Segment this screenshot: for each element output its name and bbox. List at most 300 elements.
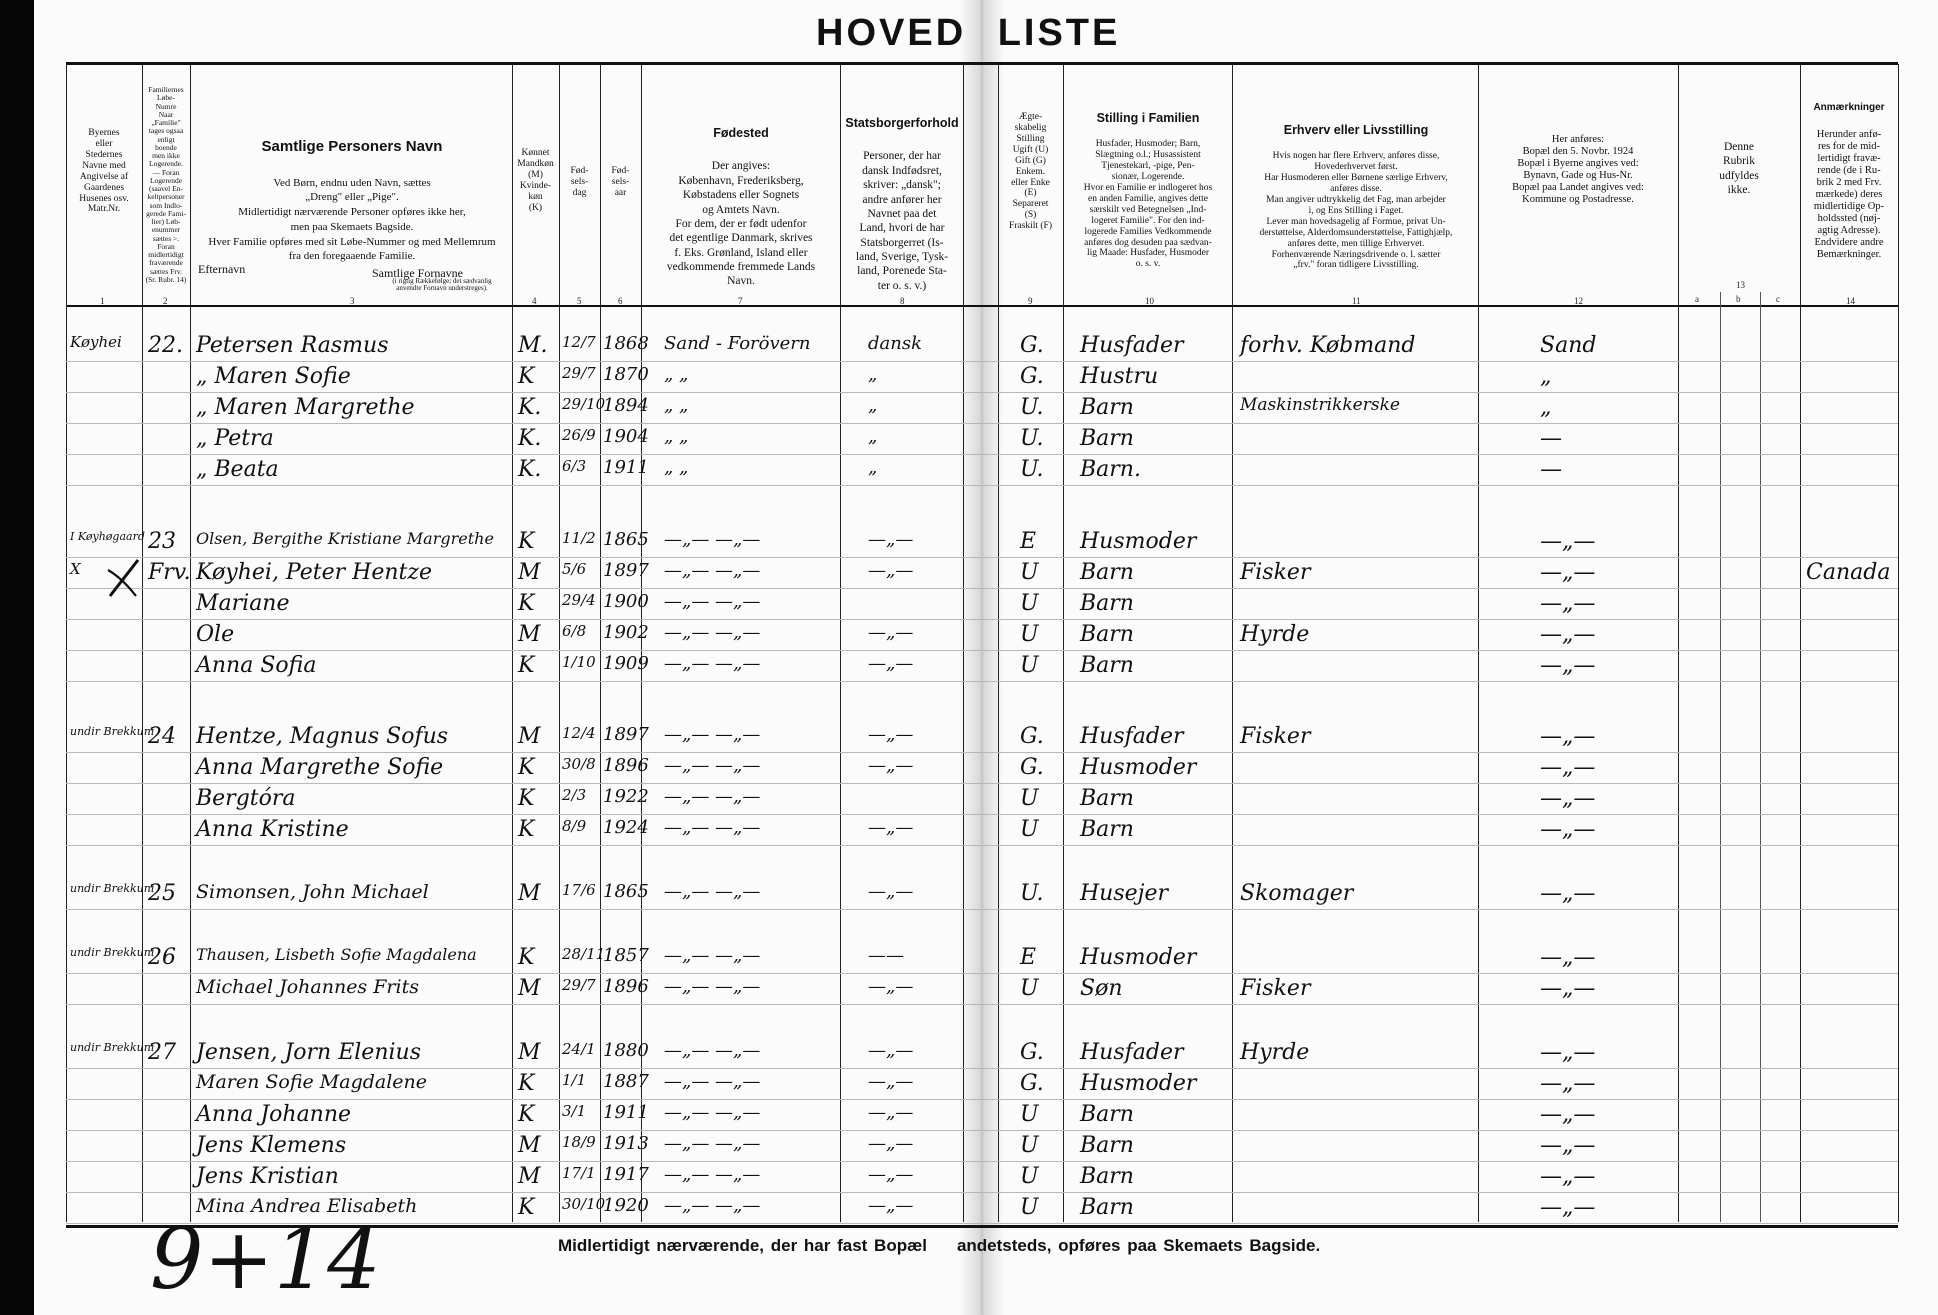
row-rule xyxy=(66,1161,1898,1162)
residence-cell: —„— xyxy=(1540,1133,1596,1158)
birth-day-cell: 8/9 xyxy=(562,817,587,835)
citizenship-cell: —„— xyxy=(868,653,914,674)
row-rule xyxy=(66,681,1898,682)
residence-cell: „ xyxy=(1540,364,1552,389)
residence-cell: —„— xyxy=(1540,1195,1596,1220)
birthplace-cell: „ „ xyxy=(664,395,689,416)
birth-year-cell: 1894 xyxy=(603,395,649,416)
sex-cell: M. xyxy=(518,333,548,358)
birth-year-cell: 1902 xyxy=(603,622,649,643)
birthplace-cell: —„— —„— xyxy=(664,786,761,807)
page-title: HOVED LISTE xyxy=(816,12,1121,54)
header-c11-body: Hvis nogen har flere Erhverv, anføres disse, Hovederhvervet først. Har Husmoderen eller Børnene særlige Erhverv, anføres disse. Man angiver udtrykkelig det Fag, man arbejder i, og Ens Stilling i Faget. Lever man hovedsagelig af Formue, privat Un- derstøttelse, Alderdomsunderstøttelse, Fattighjælp, anføres dette, men tillige Erhvervet. Forhenværende Næringsdrivende o. l. sætter „frv." foran tidligere Livsstilling. xyxy=(1259,151,1453,271)
sex-cell: K xyxy=(518,755,535,780)
birth-year-cell: 1920 xyxy=(603,1195,649,1216)
row-rule xyxy=(66,752,1898,753)
column-number: 9 xyxy=(1028,296,1033,306)
residence-cell: Sand xyxy=(1540,333,1597,358)
sex-cell: K xyxy=(518,1102,535,1127)
residence-cell: — xyxy=(1540,426,1562,451)
birthplace-cell: —„— —„— xyxy=(664,945,761,966)
birthplace-cell: —„— —„— xyxy=(664,724,761,745)
birth-day-cell: 12/4 xyxy=(562,724,596,742)
birthplace-cell: „ „ xyxy=(664,457,689,478)
birthplace-cell: —„— —„— xyxy=(664,560,761,581)
citizenship-cell: dansk xyxy=(868,333,922,354)
sex-cell: M xyxy=(518,560,541,585)
marital-status-cell: U xyxy=(1020,1133,1039,1158)
column-number: 8 xyxy=(900,296,905,306)
person-name-cell: „ Maren Sofie xyxy=(196,364,351,389)
birth-year-cell: 1917 xyxy=(603,1164,649,1185)
birthplace-cell: „ „ xyxy=(664,426,689,447)
sex-cell: K xyxy=(518,529,535,554)
strike-mark xyxy=(104,556,142,600)
col-line xyxy=(840,64,841,1222)
citizenship-cell: „ xyxy=(868,364,878,385)
row-rule xyxy=(66,361,1898,362)
col-line xyxy=(559,64,560,1222)
person-name-cell: „ Beata xyxy=(196,457,279,482)
birth-year-cell: 1897 xyxy=(603,724,649,745)
birth-day-cell: 6/8 xyxy=(562,622,587,640)
sex-cell: K xyxy=(518,653,535,678)
col-line xyxy=(512,64,513,1222)
family-role-cell: Husfader xyxy=(1080,1040,1184,1065)
person-name-cell: Anna Margrethe Sofie xyxy=(196,755,444,780)
marital-status-cell: U xyxy=(1020,786,1039,811)
person-name-cell: „ Maren Margrethe xyxy=(196,395,415,420)
person-name-cell: Jensen, Jorn Elenius xyxy=(196,1040,421,1065)
family-role-cell: Husfader xyxy=(1080,333,1184,358)
header-c3-title: Samtlige Personers Navn xyxy=(261,138,443,156)
row-rule xyxy=(66,814,1898,815)
birthplace-cell: —„— —„— xyxy=(664,1195,761,1216)
row-rule xyxy=(66,423,1898,424)
person-name-cell: Hentze, Magnus Sofus xyxy=(196,724,449,749)
person-name-cell: Bergtóra xyxy=(196,786,296,811)
person-name-cell: Jens Klemens xyxy=(196,1133,347,1158)
family-role-cell: Husmoder xyxy=(1080,529,1197,554)
column-number: 12 xyxy=(1574,296,1583,306)
header-c2: Familiernes Løbe- Numre Naar „Familie" tages ogsaa enligt boende men ikke Logerende. — Foran Logerende (saavel En- keltpersoner som Indlo- gerede Fami- lier) Løb- enummer sættes >. Foran midlertidigt fraværende sættes Frv. (Sr. Rubr. 14) xyxy=(145,85,187,284)
family-role-cell: Husfader xyxy=(1080,724,1184,749)
header-c3 xyxy=(196,124,508,264)
col-line xyxy=(600,64,601,1222)
col-line xyxy=(1800,64,1801,1222)
place-cell: Køyhei xyxy=(70,333,122,351)
citizenship-cell: —„— xyxy=(868,529,914,550)
column-number: 6 xyxy=(618,296,623,306)
family-role-cell: Barn xyxy=(1080,591,1134,616)
birth-day-cell: 28/11 xyxy=(562,945,606,963)
header-c3-body: Ved Børn, endnu uden Navn, sættes „Dreng" eller „Pige". Midlertidigt nærværende Personer opføres ikke her, men paa Skemaets Bagside. Hver Familie opføres med sit Løbe-Nummer og med Mellemrum fra den foregaaende Familie. xyxy=(208,176,496,263)
birth-year-cell: 1913 xyxy=(603,1133,649,1154)
marital-status-cell: G. xyxy=(1020,755,1044,780)
footer-left: Midlertidigt nærværende, der har fast Bopæl xyxy=(558,1236,927,1255)
sex-cell: M xyxy=(518,976,541,1001)
marital-status-cell: U xyxy=(1020,653,1039,678)
person-name-cell: Anna Johanne xyxy=(196,1102,352,1127)
marital-status-cell: E xyxy=(1020,529,1037,554)
family-role-cell: Barn. xyxy=(1080,457,1141,482)
sex-cell: M xyxy=(518,1133,541,1158)
birth-day-cell: 30/8 xyxy=(562,755,596,773)
birth-year-cell: 1909 xyxy=(603,653,649,674)
col-line xyxy=(66,64,67,1222)
birth-year-cell: 1857 xyxy=(603,945,649,966)
birth-day-cell: 11/2 xyxy=(562,529,596,547)
occupation-cell: Fisker xyxy=(1240,724,1311,749)
residence-cell: —„— xyxy=(1540,560,1596,585)
marital-status-cell: E xyxy=(1020,945,1037,970)
marital-status-cell: U xyxy=(1020,591,1039,616)
occupation-cell: forhv. Købmand xyxy=(1240,333,1416,358)
birth-year-cell: 1887 xyxy=(603,1071,649,1092)
family-role-cell: Barn xyxy=(1080,653,1134,678)
col-line xyxy=(1760,292,1761,1222)
person-name-cell: Thausen, Lisbeth Sofie Magdalena xyxy=(196,945,477,964)
header-c12: Her anføres: Bopæl den 5. Novbr. 1924 Bopæl i Byerne angives ved: Bynavn, Gade og Hus-Nr. Bopæl paa Landet angives ved: Kommune og Postadresse. xyxy=(1512,134,1644,206)
column-number: 7 xyxy=(738,296,743,306)
marital-status-cell: U xyxy=(1020,1195,1039,1220)
header-c13-a: a xyxy=(1695,294,1699,304)
family-role-cell: Søn xyxy=(1080,976,1123,1001)
citizenship-cell: —„— xyxy=(868,1071,914,1092)
birth-day-cell: 29/7 xyxy=(562,364,596,382)
column-number: 5 xyxy=(577,296,582,306)
header-c3-note: (i rigtig Rækkefølge; det sædvanlig anvendte Fornavn understreges). xyxy=(392,277,492,293)
residence-cell: —„— xyxy=(1540,591,1596,616)
citizenship-cell: —„— xyxy=(868,1102,914,1123)
header-c11-title: Erhverv eller Livsstilling xyxy=(1283,122,1429,137)
birth-day-cell: 5/6 xyxy=(562,560,587,578)
citizenship-cell: —„— xyxy=(868,817,914,838)
citizenship-cell: —„— xyxy=(868,755,914,776)
row-rule xyxy=(66,1099,1898,1100)
header-c11 xyxy=(1236,112,1476,271)
family-role-cell: Barn xyxy=(1080,817,1134,842)
header-c3-efternavn: Efternavn xyxy=(198,262,246,276)
row-rule xyxy=(66,588,1898,589)
residence-cell: —„— xyxy=(1540,724,1596,749)
birthplace-cell: —„— —„— xyxy=(664,817,761,838)
row-rule xyxy=(66,485,1898,486)
family-role-cell: Husmoder xyxy=(1080,755,1197,780)
person-name-cell: Anna Sofia xyxy=(196,653,317,678)
sex-cell: M xyxy=(518,881,541,906)
family-role-cell: Barn xyxy=(1080,1164,1134,1189)
family-role-cell: Barn xyxy=(1080,1102,1134,1127)
column-number: 14 xyxy=(1846,296,1855,306)
family-number-cell: 26 xyxy=(148,945,176,970)
family-role-cell: Husejer xyxy=(1080,881,1169,906)
col-line xyxy=(190,64,191,1222)
column-number: 2 xyxy=(163,296,168,306)
family-role-cell: Husmoder xyxy=(1080,945,1197,970)
residence-cell: —„— xyxy=(1540,1164,1596,1189)
place-cell: undir Brekkuni xyxy=(70,946,155,959)
residence-cell: „ xyxy=(1540,395,1552,420)
col-line xyxy=(1678,64,1679,1222)
header-c8 xyxy=(843,102,961,293)
header-c13: Denne Rubrik udfyldes ikke. xyxy=(1719,141,1759,197)
header-c14-body: Herunder anfø- res for de mid- lertidigt fravæ- rende (de i Ru- brik 2 med Frv. mærkede) deres midlertidige Op- holdssted (nøj- agtig Adresse). Endvidere andre Bemærkninger. xyxy=(1813,128,1885,261)
row-rule xyxy=(66,1068,1898,1069)
person-name-cell: Olsen, Bergithe Kristiane Margrethe xyxy=(196,529,494,548)
row-rule xyxy=(66,845,1898,846)
birth-day-cell: 12/7 xyxy=(562,333,596,351)
column-number: 11 xyxy=(1352,296,1361,306)
sex-cell: M xyxy=(518,1164,541,1189)
birth-year-cell: 1897 xyxy=(603,560,649,581)
family-role-cell: Barn xyxy=(1080,395,1134,420)
birthplace-cell: —„— —„— xyxy=(664,976,761,997)
family-role-cell: Barn xyxy=(1080,1195,1134,1220)
sex-cell: M xyxy=(518,1040,541,1065)
citizenship-cell: —„— xyxy=(868,622,914,643)
citizenship-cell: —„— xyxy=(868,976,914,997)
residence-cell: —„— xyxy=(1540,622,1596,647)
birthplace-cell: Sand - Forövern xyxy=(664,333,811,354)
family-role-cell: Barn xyxy=(1080,426,1134,451)
family-role-cell: Husmoder xyxy=(1080,1071,1197,1096)
birth-year-cell: 1922 xyxy=(603,786,649,807)
family-role-cell: Barn xyxy=(1080,786,1134,811)
col-line xyxy=(1063,64,1064,1222)
col-line xyxy=(1720,292,1721,1222)
residence-cell: —„— xyxy=(1540,1040,1596,1065)
birth-day-cell: 3/1 xyxy=(562,1102,587,1120)
marital-status-cell: U. xyxy=(1020,395,1044,420)
header-c4: Kønnet Mandkøn (M) Kvinde- køn (K) xyxy=(517,148,554,213)
col-line xyxy=(1898,64,1899,1222)
row-rule xyxy=(66,619,1898,620)
birthplace-cell: —„— —„— xyxy=(664,755,761,776)
header-c13-b: b xyxy=(1736,294,1741,304)
birth-day-cell: 26/9 xyxy=(562,426,596,444)
residence-cell: —„— xyxy=(1540,755,1596,780)
sex-cell: K. xyxy=(518,457,542,482)
place-cell: X xyxy=(70,560,81,578)
occupation-cell: Maskinstrikkerske xyxy=(1240,395,1400,415)
marital-status-cell: U xyxy=(1020,1102,1039,1127)
birthplace-cell: „ „ xyxy=(664,364,689,385)
birth-day-cell: 29/10 xyxy=(562,395,606,413)
birth-year-cell: 1868 xyxy=(603,333,649,354)
row-rule xyxy=(66,1130,1898,1131)
row-rule xyxy=(66,909,1898,910)
citizenship-cell: „ xyxy=(868,426,878,447)
header-c10-title: Stilling i Familien xyxy=(1096,110,1200,125)
birth-year-cell: 1900 xyxy=(603,591,649,612)
sex-cell: K. xyxy=(518,395,542,420)
occupation-cell: Hyrde xyxy=(1240,1040,1310,1065)
birth-day-cell: 29/7 xyxy=(562,976,596,994)
family-number-cell: 22. xyxy=(148,333,183,358)
residence-cell: —„— xyxy=(1540,529,1596,554)
citizenship-cell: —— xyxy=(868,945,904,966)
page-number: 9+14 xyxy=(150,1210,381,1308)
marital-status-cell: U. xyxy=(1020,426,1044,451)
place-cell: undir Brekkuni xyxy=(70,882,155,895)
family-number-cell: 27 xyxy=(148,1040,176,1065)
occupation-cell: Fisker xyxy=(1240,976,1311,1001)
birthplace-cell: —„— —„— xyxy=(664,591,761,612)
birth-day-cell: 17/1 xyxy=(562,1164,596,1182)
birthplace-cell: —„— —„— xyxy=(664,529,761,550)
header-c10 xyxy=(1066,100,1230,270)
occupation-cell: Skomager xyxy=(1240,881,1354,906)
birth-day-cell: 1/10 xyxy=(562,653,596,671)
birth-day-cell: 17/6 xyxy=(562,881,596,899)
citizenship-cell: „ xyxy=(868,457,878,478)
header-c7 xyxy=(646,112,836,289)
citizenship-cell: —„— xyxy=(868,560,914,581)
row-rule xyxy=(66,557,1898,558)
family-role-cell: Barn xyxy=(1080,560,1134,585)
place-cell: undir Brekkuni xyxy=(70,1041,155,1054)
marital-status-cell: U xyxy=(1020,976,1039,1001)
citizenship-cell: —„— xyxy=(868,881,914,902)
citizenship-cell: —„— xyxy=(868,1133,914,1154)
person-name-cell: Køyhei, Peter Hentze xyxy=(196,560,432,585)
birth-year-cell: 1865 xyxy=(603,881,649,902)
header-c1: Byernes eller Stedernes Navne med Angivelse af Gaardenes Husenes osv. Matr.Nr. xyxy=(79,128,129,215)
marital-status-cell: U xyxy=(1020,1164,1039,1189)
header-c7-title: Fødested xyxy=(713,126,769,141)
header-c14-title: Anmærkninger xyxy=(1813,102,1885,114)
birthplace-cell: —„— —„— xyxy=(664,653,761,674)
birth-year-cell: 1911 xyxy=(603,1102,649,1123)
row-rule xyxy=(66,454,1898,455)
marital-status-cell: G. xyxy=(1020,1071,1044,1096)
sex-cell: M xyxy=(518,724,541,749)
birthplace-cell: —„— —„— xyxy=(664,1040,761,1061)
birthplace-cell: —„— —„— xyxy=(664,1102,761,1123)
marital-status-cell: G. xyxy=(1020,1040,1044,1065)
birthplace-cell: —„— —„— xyxy=(664,881,761,902)
birth-year-cell: 1880 xyxy=(603,1040,649,1061)
birth-year-cell: 1911 xyxy=(603,457,649,478)
marital-status-cell: G. xyxy=(1020,364,1044,389)
residence-cell: —„— xyxy=(1540,976,1596,1001)
residence-cell: —„— xyxy=(1540,786,1596,811)
header-divider xyxy=(66,305,1898,307)
marital-status-cell: U. xyxy=(1020,881,1044,906)
family-role-cell: Barn xyxy=(1080,1133,1134,1158)
person-name-cell: Michael Johannes Frits xyxy=(196,976,419,998)
row-rule xyxy=(66,1004,1898,1005)
family-role-cell: Barn xyxy=(1080,622,1134,647)
birthplace-cell: —„— —„— xyxy=(664,1071,761,1092)
marital-status-cell: U xyxy=(1020,560,1039,585)
family-number-cell: Frv. xyxy=(148,560,191,585)
family-role-cell: Hustru xyxy=(1080,364,1159,389)
residence-cell: —„— xyxy=(1540,881,1596,906)
place-cell: I Køyhøgaard xyxy=(70,530,145,543)
birth-year-cell: 1896 xyxy=(603,976,649,997)
header-c9: Ægte- skabelig Stilling Ugift (U) Gift (G) Enkem. eller Enke (E) Separeret (S) Fraskilt (F) xyxy=(1008,112,1052,232)
column-number: 13 xyxy=(1736,280,1745,290)
citizenship-cell: —„— xyxy=(868,1164,914,1185)
person-name-cell: „ Petra xyxy=(196,426,274,451)
marital-status-cell: U. xyxy=(1020,457,1044,482)
sex-cell: K xyxy=(518,817,535,842)
sex-cell: K xyxy=(518,1195,535,1220)
sex-cell: K xyxy=(518,945,535,970)
occupation-cell: Fisker xyxy=(1240,560,1311,585)
sex-cell: K xyxy=(518,591,535,616)
person-name-cell: Simonsen, John Michael xyxy=(196,881,429,903)
row-rule xyxy=(66,973,1898,974)
sex-cell: K xyxy=(518,1071,535,1096)
marital-status-cell: U xyxy=(1020,817,1039,842)
row-rule xyxy=(66,1192,1898,1193)
birth-year-cell: 1924 xyxy=(603,817,649,838)
family-number-cell: 25 xyxy=(148,881,176,906)
header-c14 xyxy=(1802,90,1896,261)
row-rule xyxy=(66,650,1898,651)
residence-cell: —„— xyxy=(1540,945,1596,970)
column-number: 3 xyxy=(350,296,355,306)
birth-year-cell: 1904 xyxy=(603,426,649,447)
birthplace-cell: —„— —„— xyxy=(664,622,761,643)
birth-day-cell: 18/9 xyxy=(562,1133,596,1151)
occupation-cell: Hyrde xyxy=(1240,622,1310,647)
birth-day-cell: 30/10 xyxy=(562,1195,606,1213)
person-name-cell: Jens Kristian xyxy=(196,1164,339,1189)
person-name-cell: Petersen Rasmus xyxy=(196,333,389,358)
header-c8-title: Statsborgerforhold xyxy=(845,116,959,131)
marital-status-cell: G. xyxy=(1020,333,1044,358)
residence-cell: —„— xyxy=(1540,817,1596,842)
family-number-cell: 23 xyxy=(148,529,176,554)
marital-status-cell: G. xyxy=(1020,724,1044,749)
marital-status-cell: U xyxy=(1020,622,1039,647)
col-line xyxy=(963,64,964,1222)
residence-cell: —„— xyxy=(1540,653,1596,678)
header-c7-body: Der angives: København, Frederiksberg, Købstadens eller Sognets og Amtets Navn. For dem, der er født udenfor det egentlige Danmark, skrives f. Eks. Grønland, Island eller vedkommende fremmede Lands Navn. xyxy=(666,160,816,288)
place-cell: undir Brekkuni xyxy=(70,725,155,738)
citizenship-cell: —„— xyxy=(868,1040,914,1061)
residence-cell: —„— xyxy=(1540,1102,1596,1127)
residence-cell: — xyxy=(1540,457,1562,482)
col-line xyxy=(1478,64,1479,1222)
birthplace-cell: —„— —„— xyxy=(664,1133,761,1154)
residence-cell: —„— xyxy=(1540,1071,1596,1096)
column-number: 4 xyxy=(532,296,537,306)
header-c3-fornavne: Samtlige Fornavne xyxy=(372,266,463,280)
birth-day-cell: 24/1 xyxy=(562,1040,596,1058)
row-rule xyxy=(66,783,1898,784)
footer-note xyxy=(558,1236,1320,1256)
row-rule xyxy=(66,392,1898,393)
person-name-cell: Mina Andrea Elisabeth xyxy=(196,1195,418,1217)
citizenship-cell: —„— xyxy=(868,724,914,745)
birth-day-cell: 6/3 xyxy=(562,457,587,475)
header-c5: Fød- sels- dag xyxy=(570,166,589,198)
header-c8-body: Personer, der har dansk Indfødsret, skriver: „dansk"; andre anfører her Navnet paa det Land, hvori de har Statsborgerret (Is- land, Sverige, Tysk- land, Porenede Sta- ter o. s. v.) xyxy=(855,150,949,292)
sex-cell: K xyxy=(518,786,535,811)
remarks-cell: Canada xyxy=(1806,560,1891,585)
person-name-cell: Maren Sofie Magdalene xyxy=(196,1071,428,1093)
header-c10-body: Husfader, Husmoder; Barn, Slægtning o.l.; Husassistent Tjenestekarl, -pige, Pen- sionær, Logerende. Hvor en Familie er indlogeret hos en anden Familie, angives dette særskilt ved Betegnelsen „Ind- logeret Familie". For den ind- logerede Families Vedkommende anføres dog desuden paa sædvan- lig Maade: Husfader, Husmoder o. s. v. xyxy=(1083,139,1213,270)
sex-cell: K xyxy=(518,364,535,389)
birthplace-cell: —„— —„— xyxy=(664,1164,761,1185)
family-number-cell: 24 xyxy=(148,724,176,749)
birth-day-cell: 29/4 xyxy=(562,591,596,609)
